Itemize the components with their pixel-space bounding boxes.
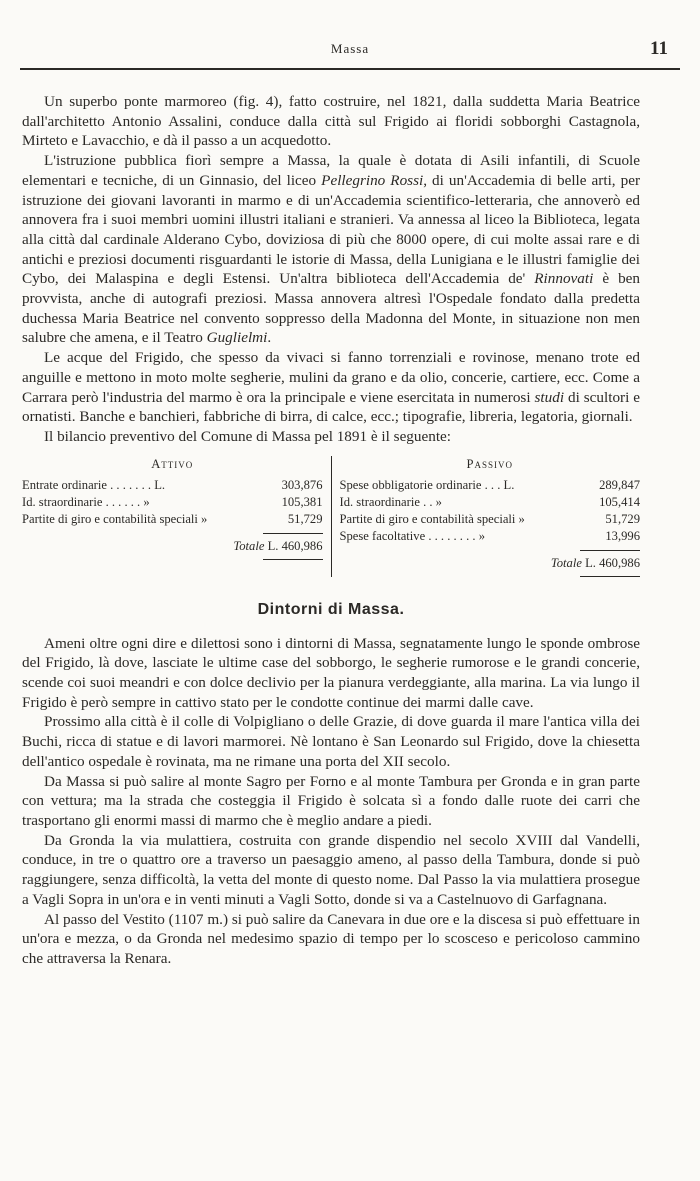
budget-row-label: Id. straordinarie . . . . . . » [22,494,150,509]
text-run: Il bilancio preventivo del Comune di Massa pel 1891 è il seguente: [44,427,452,445]
text-run: di scultori e ornatisti. Banche e banchieri, fabbriche di birra, di calce, ecc.; tipografie, libreria, legatoria, giornali. [22,388,641,426]
budget-row-value: 13,996 [605,528,640,543]
paragraph [22,634,640,713]
budget-passivo-total [340,555,641,572]
budget-row-value: 105,381 [281,494,323,509]
italic-text: studi [534,388,565,406]
total-currency: L. [585,555,596,570]
budget-row-label: Entrate ordinarie . . . . . . . L. [22,477,166,492]
budget-row-label: Spese facoltative . . . . . . . . » [339,528,485,543]
paragraph [22,427,640,447]
text-run: L'istruzione pubblica fiorì sempre a Massa, la quale è dotata di Asili infantili, di Scuole elementari e tecniche, di un Ginnasio, del liceo [22,152,640,189]
budget-passivo-heading: Passivo [466,456,513,471]
text-run: , di un'Accademia di belle arti, per istruzione dei giovani lavoranti in marmo e di un'Accademia scientifico-letteraria, che annoverò ed annovera fra i suoi membri uomini illustri italiani e stranieri. Va annessa al liceo la Biblioteca, legata alla città dal cardinale Alderano Cybo, doviziosa di più che 8000 opere, di cui molte assai rare e di antichi e preziosi documenti risguardanti le istorie di Massa, della Lunigiana e le illustri famiglie dei Cybo, dei Malaspina e degli Estensi. Un'altra biblioteca dell'Accademia de' [22,171,641,288]
text-run: Le acque del Frigido, che spesso da vivaci si fanno torrenziali e rovinose, menano trote ed anguille e mettono in moto molte segherie, mulini da grano e da olio, concerie, cartiere, ecc. Come a Carrara però l'industria del marmo è ora la principale e viene esercitata in numerosi [22,349,640,406]
budget-row-label: Partite di giro e contabilità speciali » [22,511,208,526]
budget-row-value: 51,729 [287,511,323,526]
budget-row [22,477,323,494]
body-text-top [22,92,640,447]
section-heading: Dintorni di Massa. [257,600,405,618]
budget-row [22,494,323,511]
budget-row-value: 303,876 [281,477,323,492]
paragraph [22,831,640,910]
text-run: Da Massa si può salire al monte Sagro per Forno e al monte Tambura per Gronda e in gran parte con vettura; ma la strada che costeggia il Frigido è solcata sì a fondo dalle ruote dei carri che trasportano gli enormi massi di marmo che è meglio andare a piedi. [22,772,640,829]
total-underline [580,576,640,577]
total-rule [580,550,640,551]
total-currency: L. [267,538,279,553]
budget-attivo-rows [22,477,323,528]
budget-attivo-column [22,456,331,577]
budget-row-label: Id. straordinarie . . » [339,494,442,509]
text-run: Un superbo ponte marmoreo (fig. 4), fatto costruire, nel 1821, dalla suddetta Maria Beatrice dall'architetto Antonio Assalini, conduce dalla città sul Frigido ai floridi sobborghi Castagnola, Mirteto e Lavacchio, e dà il passo a un acquedotto. [22,93,640,150]
total-label: Totale [233,538,265,553]
total-label: Totale [550,555,582,570]
text-run: Al passo del Vestito (1107 m.) si può salire da Canevara in due ore e la discesa si può effettuare in un'ora e mezza, o da Gronda nel medesimo spazio di tempo per lo scosceso e pericoloso cammino che attraversa la Renara. [22,910,640,967]
budget-row [22,511,323,528]
italic-text: Pellegrino Rossi [321,171,424,189]
budget-row-value: 105,414 [599,494,640,509]
budget-row-value: 289,847 [599,477,640,492]
budget-attivo-heading: Attivo [151,456,194,471]
budget-row-label: Partite di giro e contabilità speciali » [339,511,525,526]
total-underline [263,559,323,560]
italic-text: Rinnovati [534,270,594,288]
total-value: 460,986 [599,555,640,570]
paragraph [22,772,640,831]
body-text-bottom [22,634,640,969]
page-header [20,38,680,70]
running-title: Massa [330,41,370,56]
total-rule [263,533,323,534]
text-run: è ben provvista, anche di autografi preziosi. Massa annovera altresì l'Ospedale fondato dalla predetta duchessa Maria Beatrice nel convento soppresso della Madonna del Monte, in situazione non men salubre che amena, e il Teatro [22,270,641,347]
budget-passivo-column [331,456,641,577]
paragraph [22,92,640,151]
italic-text: Guglielmi [206,329,268,347]
budget-row-label: Spese obbligatorie ordinarie . . . L. [339,477,515,492]
budget-row [340,511,641,528]
text-run: Prossimo alla città è il colle di Volpigliano o delle Grazie, di dove guarda il mare l'antica villa dei Buchi, ricca di statue e di lavori marmorei. Nè lontano è San Leonardo sul Frigido, dove la chiesetta dell'antico ospedale è rovinata, ma ne rimane una porta del XII secolo. [22,713,640,770]
budget-row [340,477,641,494]
paragraph [22,910,640,969]
budget-row-value: 51,729 [605,511,640,526]
header-rule [20,68,680,70]
total-value: 460,986 [281,538,323,553]
budget-table [22,456,640,577]
paragraph [22,348,640,427]
budget-attivo-total [22,538,323,555]
budget-passivo-rows [340,477,641,545]
text-run: . [267,329,272,347]
paragraph [22,712,640,771]
paragraph [22,151,640,348]
page-number: 11 [650,38,668,59]
text-run: Da Gronda la via mulattiera, costruita con grande dispendio nel secolo XVIII dal Vandelli, conduce, in tre o quattro ore a traverso un paesaggio ameno, al passo della Tambura, donde si può raggiungere, senza difficoltà, la vetta del monte di questo nome. Dal Passo la via mulattiera prosegue a Vagli Sopra in un'ora e in venti minuti a Vagli Sotto, donde si va a Castelnuovo di Garfagnana. [22,831,640,908]
budget-row [340,494,641,511]
text-run: Ameni oltre ogni dire e dilettosi sono i dintorni di Massa, segnatamente lungo le sponde ombrose del Frigido, là dove, lasciate le ultime case del sobborgo, le segherie rumorose e le grandi concerie, scende coi suoi meandri e con dolce declivio per la pianura verdeggiante, alla marina. La via lungo il Frigido è però sempre in cattivo stato per le condotte continue dei marmi dalle cave. [22,634,640,711]
budget-row [340,528,641,545]
page-content [22,92,640,969]
